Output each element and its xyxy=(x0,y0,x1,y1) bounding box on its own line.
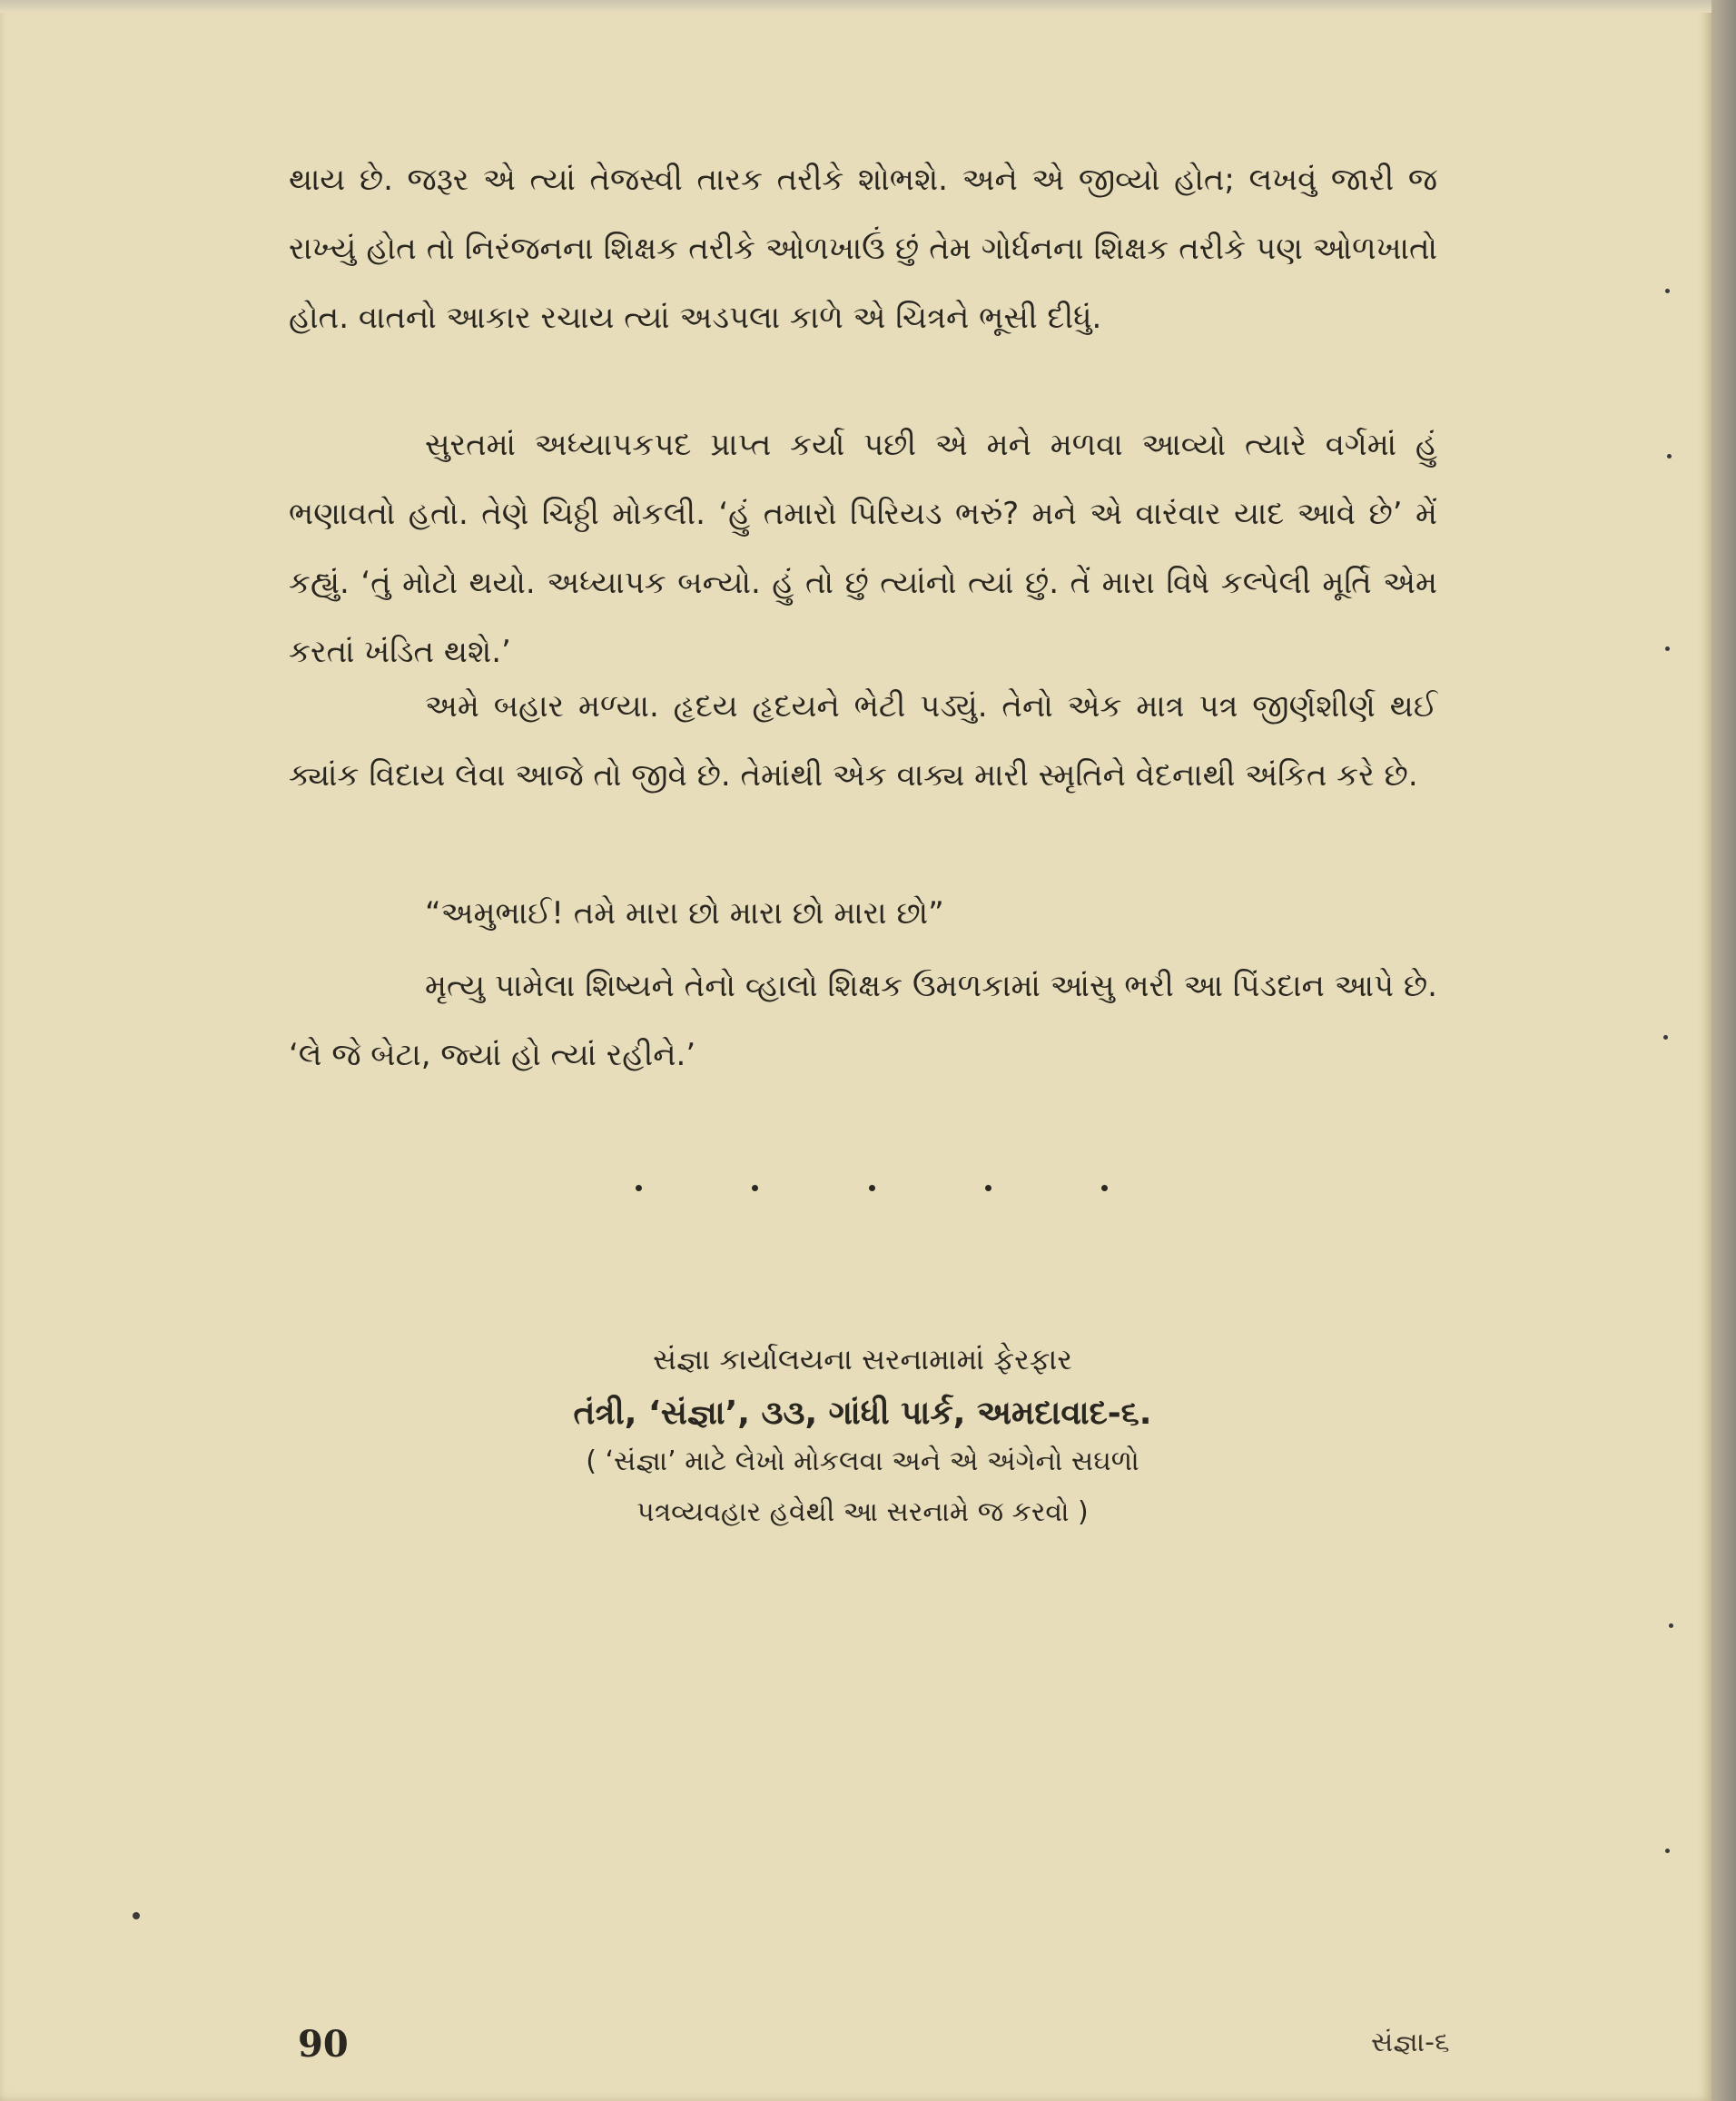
quotation: “અમુભાઈ! તમે મારા છો મારા છો મારા છો” xyxy=(425,895,944,932)
paragraph-2: સુરતમાં અધ્યાપકપદ પ્રાપ્ત કર્યા પછી એ મને મળવા આવ્યો ત્યારે વર્ગમાં હું ભણાવતો હતો. તેણે ચિઠ્ઠી મોકલી. ‘હું તમારો પિરિયડ ભરું? મને એ વારંવાર યાદ આવે છે’ મેં કહ્યું. ‘તું મોટો થયો. અધ્યાપક બન્યો. હું તો છું ત્યાંનો ત્યાં છું. તેં મારા વિષે કલ્પેલી મૂર્તિ એમ કરતાં ખંડિત થશે.’ xyxy=(289,427,1437,670)
scan-speck xyxy=(1665,289,1670,293)
notice-address: તંત્રી, ‘સંજ્ઞા’, ૩૩, ગાંધી પાર્ક, અમદાવાદ-૬. xyxy=(573,1395,1152,1432)
page-number: 90 xyxy=(298,2023,349,2066)
divider-dot xyxy=(752,1185,758,1191)
paragraph-4: મૃત્યુ પામેલા શિષ્યને તેનો વ્હાલો શિક્ષક ઉમળકામાં આંસુ ભરી આ પિંડદાન આપે છે. ‘લે જે બેટા, જ્યાં હો ત્યાં રહીને.’ xyxy=(289,968,1437,1073)
running-head: સંજ્ઞા-૬ xyxy=(1371,2027,1450,2058)
paragraph-3: અમે બહાર મળ્યા. હૃદય હૃદયને ભેટી પડ્યું. તેનો એક માત્ર પત્ર જીર્ણશીર્ણ થઈ ક્યાંક વિદાય લેવા આજે તો જીવે છે. તેમાંથી એક વાક્ય મારી સ્મૃતિને વેદનાથી અંકિત કરે છે. xyxy=(289,688,1437,794)
divider-dot xyxy=(636,1185,642,1191)
scan-speck xyxy=(1665,1849,1670,1853)
scan-speck xyxy=(1667,454,1672,459)
page-right-edge xyxy=(1711,0,1736,2101)
scan-speck xyxy=(1663,1035,1668,1040)
divider-dot xyxy=(869,1185,875,1191)
scan-speck xyxy=(1665,646,1670,651)
scan-speck xyxy=(133,1912,140,1919)
paragraph-1: થાય છે. જરૂર એ ત્યાં તેજસ્વી તારક તરીકે શોભશે. અને એ જીવ્યો હોત; લખવું જારી જ રાખ્યું હોત તો નિરંજનના શિક્ષક તરીકે ઓળખાઉં છું તેમ ગોર્ધનના શિક્ષક તરીકે પણ ઓળખાતો હોત. વાતનો આકાર રચાય ત્યાં અડપલા કાળે એ ચિત્રને ભૂસી દીધું. xyxy=(289,162,1437,336)
section-divider-dots xyxy=(636,1185,1108,1191)
divider-dot xyxy=(1101,1185,1108,1191)
notice-instruction-2: પત્રવ્યવહાર હવેથી આ સરનામે જ કરવો ) xyxy=(636,1496,1089,1528)
page-top-edge xyxy=(0,0,1711,13)
divider-dot xyxy=(985,1185,991,1191)
notice-heading: સંજ્ઞા કાર્યાલયના સરનામામાં ફેરફાર xyxy=(653,1342,1072,1376)
notice-instruction-1: ( ‘સંજ્ઞા’ માટે લેખો મોકલવા અને એ અંગેનો સઘળો xyxy=(586,1445,1139,1477)
scan-speck xyxy=(1669,1623,1673,1628)
